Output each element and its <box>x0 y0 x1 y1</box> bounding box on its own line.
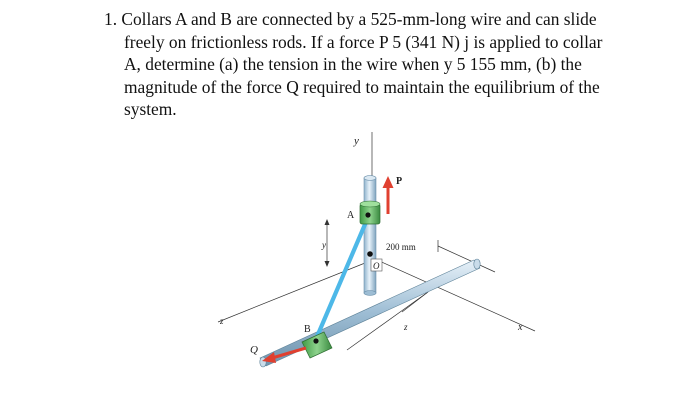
y-dimension-label: y <box>322 240 326 250</box>
z-axis-label-right: z <box>404 322 408 332</box>
vertical-rod <box>364 176 376 296</box>
collar-diagram <box>190 122 550 408</box>
z-axis-label: z <box>220 316 224 326</box>
collar-diagram-svg <box>190 122 550 408</box>
y-axis-label: y <box>354 135 359 147</box>
problem-line-3: A, determine (a) the tension in the wire when y 5 155 mm, (b) the <box>124 54 582 75</box>
problem-line-1: 1. Collars A and B are connected by a 525-mm-long wire and can slide <box>104 9 597 29</box>
collar-b-label: B <box>304 324 311 335</box>
problem-line-5: system. <box>124 99 177 120</box>
problem-line-2: freely on frictionless rods. If a force P 5 (341 N) j is applied to collar <box>124 31 603 52</box>
problem-line-4: magnitude of the force Q required to maintain the equilibrium of the <box>124 76 600 97</box>
axis-lines <box>218 132 535 350</box>
force-p-label: P <box>396 176 403 187</box>
y-dimension-arrow-bottom <box>325 261 330 267</box>
collar-a <box>360 201 380 224</box>
z-axis-line <box>218 259 375 322</box>
force-p-arrow <box>383 176 394 214</box>
x-axis-label: x <box>518 322 523 333</box>
collar-a-label: A <box>347 210 355 221</box>
force-q-label: Q <box>250 344 258 356</box>
problem-statement <box>104 8 624 121</box>
distance-label: 200 mm <box>386 242 416 252</box>
origin-label: O <box>373 261 380 271</box>
origin-point <box>367 251 373 257</box>
y-dimension-arrow-top <box>325 219 330 225</box>
